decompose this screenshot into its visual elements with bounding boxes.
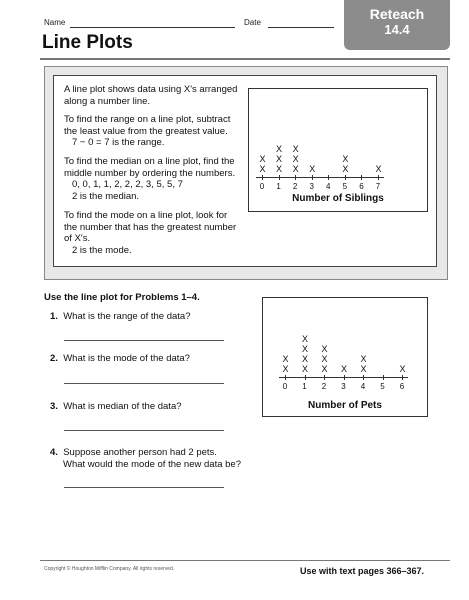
range-text [64,114,230,149]
pets-plot-tick [305,375,306,380]
pets-plot-tick [285,375,286,380]
pets-plot-tick-label: 0 [282,382,288,391]
intro-line-2: along a number line. [64,95,151,107]
siblings-plot-tick-label: 2 [292,182,298,191]
siblings-plot-tick [345,175,346,180]
problem-4-number: 4. [50,447,58,458]
problem-3-number: 3. [50,401,58,412]
siblings-plot-number-line [256,177,384,178]
siblings-plot-tick-label: 0 [259,182,265,191]
problem-4-text-1: Suppose another person had 2 pets. [63,447,217,458]
siblings-plot-tick [279,175,280,180]
siblings-plot-x-mark: X [375,164,382,174]
siblings-plot-x-mark: X [276,154,283,164]
siblings-plot-x-mark: X [309,164,316,174]
pets-plot-x-mark: X [360,354,367,364]
text-pages-reference: Use with text pages 366–367. [300,566,425,576]
median-result: 2 is the median. [72,190,140,202]
siblings-plot-x-mark: X [342,164,349,174]
pets-line-plot [262,297,428,417]
name-label: Name [44,18,66,27]
siblings-plot-caption: Number of Siblings [292,193,384,204]
instructions: Use the line plot for Problems 1–4. [44,292,200,303]
siblings-plot-tick [361,175,362,180]
siblings-plot-tick [312,175,313,180]
siblings-line-plot [248,88,428,212]
problem-1-text: What is the range of the data? [63,311,191,322]
siblings-plot-x-mark: X [292,164,299,174]
problem-1 [50,311,191,323]
siblings-plot-x-mark: X [259,164,266,174]
problem-4-text-2: What would the mode of the new data be? [63,458,241,470]
siblings-plot-tick-label: 3 [309,182,314,191]
mode-text [64,210,236,256]
siblings-plot-tick-label: 1 [276,182,281,191]
median-line-2: middle number by ordering the numbers. [64,167,236,179]
median-sequence: 0, 0, 1, 1, 2, 2, 2, 3, 5, 5, 7 [72,179,183,190]
siblings-plot-tick-label: 6 [359,182,364,191]
tab-lesson-number: 14.4 [384,22,410,37]
title-rule [40,58,450,60]
explanation-inner [53,75,437,267]
pets-plot-x-mark: X [340,364,347,374]
siblings-plot-x-mark: X [259,154,266,164]
pets-plot-x-mark: X [360,364,367,374]
median-text [64,156,235,202]
siblings-plot-tick [378,175,379,180]
pets-plot-tick [383,375,384,380]
date-line[interactable] [268,27,334,28]
pets-plot-tick [363,375,364,380]
tab-title: Reteach [369,6,425,22]
problem-2 [50,353,190,365]
pets-plot-tick-label: 2 [321,382,327,391]
pets-plot-x-mark: X [321,344,328,354]
problem-2-text: What is the mode of the data? [63,353,190,364]
median-line-1: To find the median on a line plot, find the [64,156,235,167]
siblings-plot-tick [262,175,263,180]
answer-line-3[interactable] [64,430,224,431]
siblings-plot-tick [295,175,296,180]
pets-plot-x-mark: X [301,334,308,344]
pets-plot-x-mark: X [282,354,289,364]
pets-plot-tick-label: 6 [399,382,405,391]
siblings-plot-tick-label: 5 [342,182,348,191]
page-title: Line Plots [42,32,133,53]
pets-plot-x-mark: X [399,364,406,374]
range-line-2: the least value from the greatest value. [64,125,228,137]
pets-plot-x-mark: X [321,354,328,364]
pets-plot-x-mark: X [301,344,308,354]
date-label: Date [244,18,261,27]
pets-plot-x-mark: X [301,364,308,374]
mode-line-1: To find the mode on a line plot, look for [64,210,228,221]
intro-text [64,84,237,107]
siblings-plot-tick-label: 7 [375,182,381,191]
pets-plot-tick-label: 3 [341,382,346,391]
problem-1-number: 1. [50,311,58,322]
pets-plot-tick [344,375,345,380]
problem-2-number: 2. [50,353,58,364]
pets-plot-tick-label: 4 [360,382,366,391]
siblings-plot-x-mark: X [276,164,283,174]
pets-plot-tick [402,375,403,380]
answer-line-4[interactable] [64,487,224,488]
pets-plot-tick-label: 5 [380,382,385,391]
intro-line-1: A line plot shows data using X's arranged [64,84,238,95]
siblings-plot-x-mark: X [276,144,283,154]
problem-3-text: What is median of the data? [63,401,182,412]
name-line[interactable] [70,27,235,28]
reteach-tab [344,0,450,50]
siblings-plot-tick-label: 4 [326,182,331,191]
explanation-panel [44,66,448,280]
mode-line-2: the number that has the greatest number [64,221,237,233]
siblings-plot-tick [328,175,329,180]
siblings-plot-x-mark: X [292,154,299,164]
pets-plot-tick-label: 1 [302,382,307,391]
footer-rule [40,560,450,561]
range-example: 7 − 0 = 7 is the range. [72,137,165,148]
mode-result: 2 is the mode. [72,244,132,256]
pets-plot-x-mark: X [301,354,308,364]
problem-3 [50,401,182,413]
mode-line-3: of X's. [64,233,91,244]
siblings-plot-x-mark: X [292,144,299,154]
answer-line-2[interactable] [64,383,224,384]
siblings-plot-x-mark: X [342,154,349,164]
pets-plot-tick [324,375,325,380]
pets-plot-x-mark: X [321,364,328,374]
answer-line-1[interactable] [64,340,224,341]
pets-plot-x-mark: X [282,364,289,374]
copyright-text: Copyright © Houghton Mifflin Company. All rights reserved. [44,566,175,572]
range-line-1: To find the range on a line plot, subtract [64,114,231,125]
problem-4 [50,447,241,470]
pets-plot-caption: Number of Pets [308,400,382,411]
